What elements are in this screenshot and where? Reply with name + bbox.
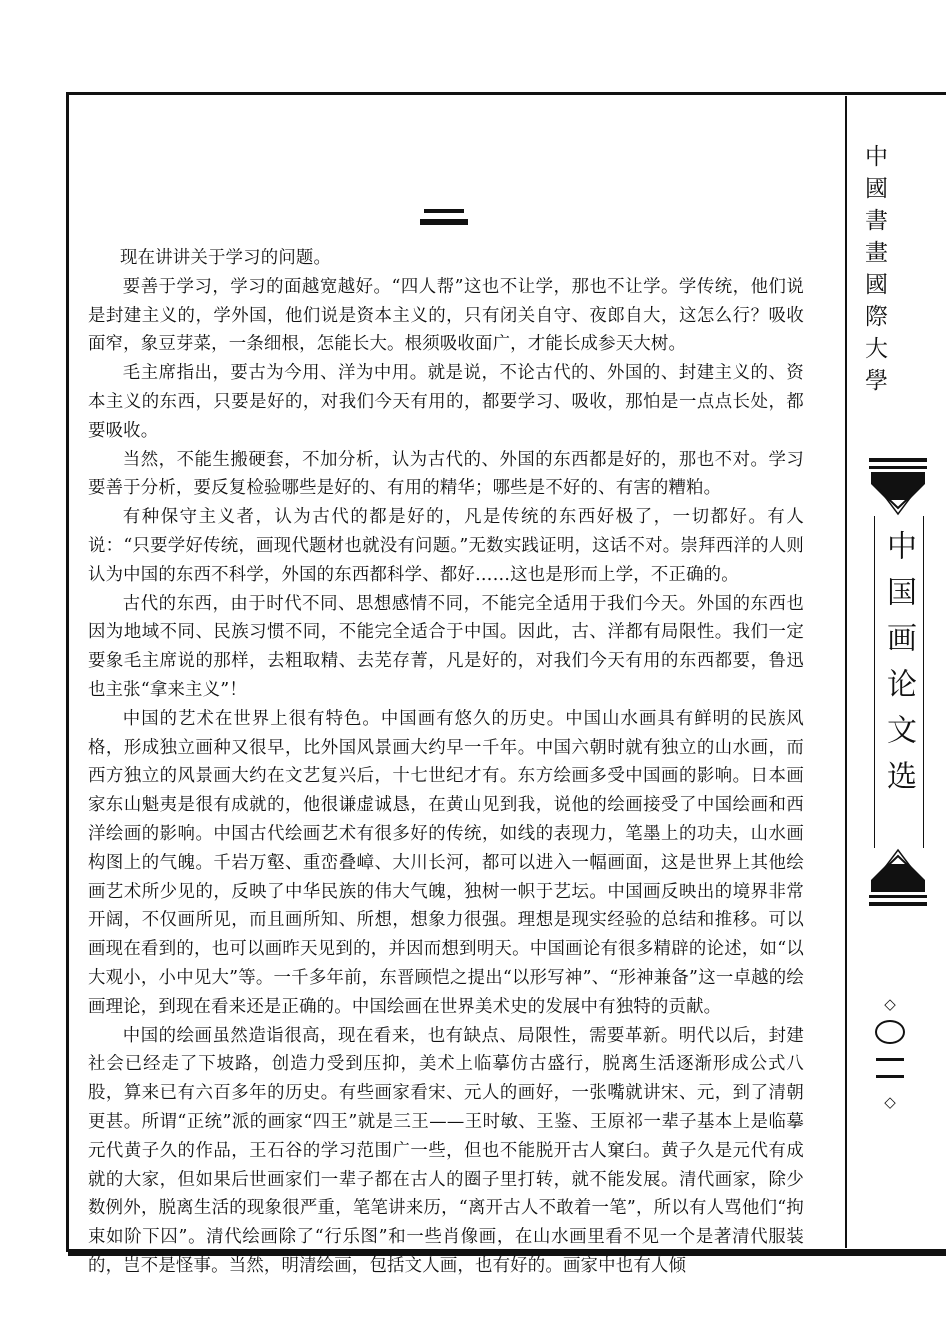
paragraph-1: 现在讲讲关于学习的问题。	[120, 248, 332, 268]
article-body	[88, 244, 804, 1281]
page-digit-zero	[875, 1020, 905, 1044]
section-number	[420, 203, 468, 231]
section-number-stroke-1	[424, 209, 464, 213]
ornament-bottom-icon	[869, 846, 927, 906]
paragraph-2: 要善于学习，学习的面越宽越好。“四人帮”这也不让学，那也不让学。学传统，他们说是封建主义的，学外国，他们说是资本主义的，只有闭关自守、夜郎自大，这怎么行？吸收面窄，象豆芽菜，一条细根，怎能长大。根须吸收面广，才能长成参天大树。	[88, 276, 804, 355]
page-digit-one	[876, 1075, 904, 1078]
diamond-icon: ◇	[884, 1093, 896, 1111]
paragraph-8: 中国的绘画虽然造诣很高，现在看来，也有缺点、局限性，需要革新。明代以后，封建社会已经走了下坡路，创造力受到压抑，美术上临摹仿古盛行，脱离生活逐渐形成公式八股，算来已有六百多年的历史。有些画家看宋、元人的画好，一张嘴就讲宋、元，到了清朝更甚。所谓“正统”派的画家“四王”就是三王——王时敏、王鉴、王原祁一辈子基本上是临摹元代黄子久的作品，王石谷的学习范围广一些，但也不能脱开古人窠臼。黄子久是元代有成就的大家，但如果后世画家们一辈子都在古人的圈子里打转，就不能发展。清代画家，除少数例外，脱离生活的现象很严重，笔笔讲来历，“离开古人不敢着一笔”，所以有人骂他们“拘束如阶下囚”。清代绘画除了“行乐图”和一些肖像画，在山水画里看不见一个是著清代服装的，岂不是怪事。当然，明清绘画，包括文人画，也有好的。画家中也有人倾	[88, 1025, 804, 1276]
paragraph-3: 毛主席指出，要古为今用、洋为中用。就是说，不论古代的、外国的、封建主义的、资本主义的东西，只要是好的，对我们今天有用的，都要学习、吸收，那怕是一点点长处，都要吸收。	[88, 363, 804, 441]
page-digit-one	[876, 1058, 904, 1061]
diamond-icon: ◇	[884, 995, 896, 1013]
paragraph-4: 当然，不能生搬硬套，不加分析，认为古代的、外国的东西都是好的，那也不对。学习要善于分析，要反复检验哪些是好的、有用的精华；哪些是不好的、有害的糟粕。	[88, 449, 804, 499]
ornament-top-icon	[869, 458, 927, 518]
section-number-stroke-2	[420, 219, 468, 225]
sidebar-divider	[845, 96, 847, 1248]
paragraph-7: 中国的艺术在世界上很有特色。中国画有悠久的历史。中国山水画具有鲜明的民族风格，形成独立画种又很早，比外国风景画大约早一千年。中国六朝时就有独立的山水画，而西方独立的风景画大约在文艺复兴后，十七世纪才有。东方绘画多受中国画的影响。日本画家东山魁夷是很有成就的，他很谦虚诚恳，在黄山见到我，说他的绘画接受了中国绘画和西洋绘画的影响。中国古代绘画艺术有很多好的传统，如线的表现力，笔墨上的功夫，山水画构图上的气魄。千岩万壑、重峦叠嶂、大川长河，都可以进入一幅画面，这是世界上其他绘画艺术所少见的，反映了中华民族的伟大气魄，独树一帜于艺坛。中国画反映出的境界非常开阔，不仅画所见，而且画所知、所想，想象力很强。理想是现实经验的总结和推移。可以画现在看到的，也可以画昨天见到的，并因而想到明天。中国画论有很多精辟的论述，如“以大观小，小中见大”等。一千多年前，东晋顾恺之提出“以形写神”、“形神兼备”这一卓越的绘画理论，到现在看来还是正确的。中国绘画在世界美术史的发展中有独特的贡献。	[88, 708, 804, 1017]
book-title: 中国画论文选	[881, 530, 916, 806]
university-name: 中國書畫國際大學	[861, 144, 887, 400]
paragraph-5: 有种保守主义者，认为古代的都是好的，凡是传统的东西好极了，一切都好。有人说：“只要学好传统，画现代题材也就没有问题。”无数实践证明，这话不对。崇拜西洋的人则认为中国的东西不科学，外国的东西都科学、都好……这也是形而上学，不正确的。	[88, 507, 804, 585]
paragraph-6: 古代的东西，由于时代不同、思想感情不同，不能完全适用于我们今天。外国的东西也因为地域不同、民族习惯不同，不能完全适合于中国。因此，古、洋都有局限性。我们一定要象毛主席说的那样，去粗取精、去芜存菁，凡是好的，对我们今天有用的东西都要，鲁迅也主张“拿来主义”！	[88, 593, 804, 700]
page-number	[868, 994, 912, 1112]
